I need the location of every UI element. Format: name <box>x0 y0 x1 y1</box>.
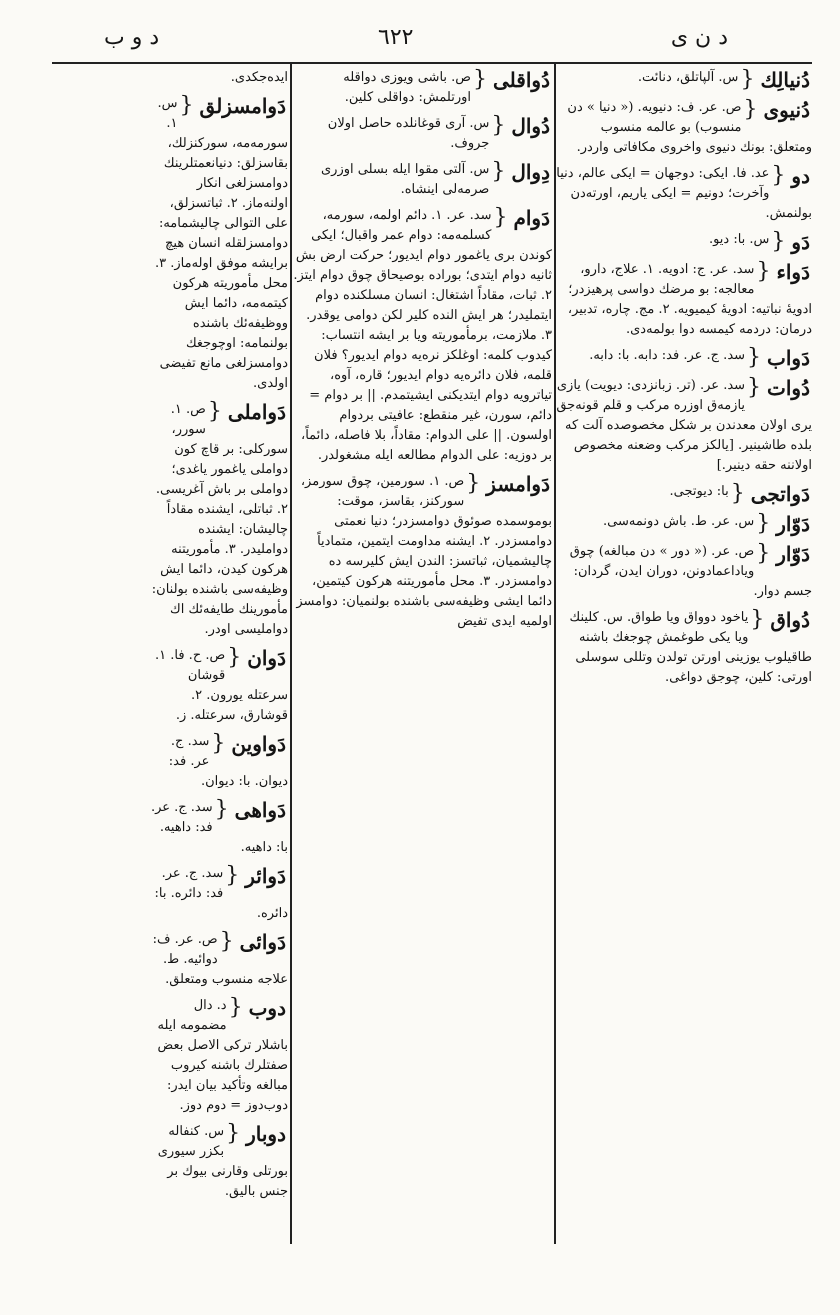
dictionary-entry <box>556 608 812 688</box>
headword: دَوان <box>247 646 286 670</box>
headword: دُنیالِك <box>760 68 810 92</box>
column-middle <box>292 68 552 1244</box>
brace: { <box>730 481 745 506</box>
brace: { <box>466 471 481 496</box>
definition: عد. فا. ایكی: دوجهان = ایكی عالم، دنیا وآخرت؛ دونیم = ایكی یاریم، اورته‌دن بولنمش. <box>556 166 812 221</box>
brace: { <box>228 995 243 1020</box>
definition: س. عر. ط. باش دونمه‌سی. <box>602 514 755 529</box>
headword: دوبار <box>246 1122 286 1146</box>
definition: سد. عر. ١. دائم اولمه، سورمه، كسلمه‌مه: دوام عمر واقبال؛ ایكی كوندن بری یاغمور دوام ایدیور؛ حركت ارض بش ثانیه دوام ایتدی؛ بوراده بوصیحاق چوق دوام ایتز. ٢. ثبات، مقاداً اشتغال: انسان مسلكنده دوام ایتملیدر؛ هر ایش النده كلیر لكن دوامی یوقدر. ٣. ملازمت، برمأموریته ویا بر ایشه انتساب: كیدوب كلمه: اوغلكز نره‌یه دوام ایدیور؟ فلان قلمه، فلان دائره‌یه دوام ایدیور؛ قاره، آوه، تیاترویه دوام ایتدیكنی ایشیتمدم. || بر دوام = دائم، سورن، غیر منقطع: عافیتی بردوام اولسون. || علی الدوام: مقاداً، بلا فاصله، دائماً، بر دوزیه: علی الدوام مطالعه ایله مشغولدر. <box>293 208 552 463</box>
headword: دَواهی <box>234 798 286 822</box>
definition: ص. ١. سورر، سوركلی: بر قاچ كون دواملی یاغمور یاغدی؛ دواملی بر باش آغریسی. ٢. ثباتلی، ایشنده مقاداً چالیشان: ایشنده دواملیدر. ٣. مأموریتنه هركون كیدن، دائما ایش وظیفه‌سی باشنده بولنان: مأمورینك طایفه‌ئك اك دواملیسی اودر. <box>151 402 288 637</box>
dictionary-entry <box>292 472 552 632</box>
definition: ص. عر. ف: دوائیه. ط. علاجه منسوب ومتعلق. <box>152 932 288 987</box>
definition: ص. عر. ف: دنیویه. (« دنیا » دن منسوب) بو عالمه منسوب ومتعلق: بونك دنیوی واخروی مكافاتی واردر. <box>567 100 812 155</box>
headword: دَوائر <box>245 864 286 888</box>
dictionary-entry <box>292 68 552 108</box>
dictionary-entry <box>292 160 552 200</box>
dictionary-entry <box>148 400 288 640</box>
headword: دَوائی <box>239 930 286 954</box>
brace: { <box>743 97 758 122</box>
brace: { <box>227 645 242 670</box>
dictionary-entry <box>556 346 812 370</box>
dictionary-entry <box>292 206 552 466</box>
headword: دُوات <box>767 376 810 400</box>
definition: س. آری قوغانلده حاصل اولان جروف. <box>327 116 490 151</box>
definition: سد. ج. عر. فد: داهیه. با: داهیه. <box>150 800 288 855</box>
dictionary-entry-continuation <box>148 68 288 88</box>
brace: { <box>211 731 226 756</box>
dictionary-entry <box>148 94 288 394</box>
definition: س. آلتی مقوا ایله بسلی اوزری صرمه‌لی اینشاه. <box>321 162 490 197</box>
definition: ص. ١. سورمین، چوق سورمز، سوركنز، بقاسز، موقت: بوموسمده صوئوق دوامسزدر؛ دنیا نعمتی دوامسزدر. ٢. ایشنه مداومت ایتمین، متمادیاً چالیشمیان، ثباتسز: الندن ایش كلیرسه ده دوامسزدر. ٣. محل مأموریتنه هركون كیتمین، دائما ایشی وظیفه‌سی باشنده بولنمیان: دوامسز اولمیه ایدی تفیض <box>296 474 552 629</box>
brace: { <box>771 163 786 188</box>
headword: دُوال <box>511 114 550 138</box>
definition: سد. عر. (تر. زبانزدی: دیویت) یازی یازمه‌ق اوزره مركب و قلم قونه‌جق یری اولان معدندن بر شكل مخصوصده آلت كه بلده طاشینیر. [یالكز مركب وضعنه مخصوص اولاننه حقه دینیر.] <box>556 378 812 473</box>
dictionary-entry <box>556 164 812 224</box>
headword: دَوام <box>513 206 550 230</box>
dictionary-entry <box>556 482 812 506</box>
brace: { <box>491 113 506 138</box>
definition: سد. ج. عر. فد: دائره. با: دائره. <box>154 866 288 921</box>
definition: س. آلپاتلق، دنائت. <box>637 70 739 85</box>
definition: د. دال مضمومه ایله باشلار تركی الاصل بعض صفتلرك باشنه كیروب مبالغه وتأكید بیان ایدر: دوب‌دوز = دوم دوز. <box>157 998 288 1113</box>
brace: { <box>740 68 755 92</box>
headword: دُنیوی <box>763 98 810 122</box>
brace: { <box>747 375 762 400</box>
definition: س. كنفاله بكزر سیوری بورتلی وقارنی بیوك بر جنس بالیق. <box>157 1124 288 1199</box>
definition: س. با: دیو. <box>708 232 770 247</box>
headword: دُواقلی <box>493 68 550 92</box>
brace: { <box>225 863 240 888</box>
header-left-guide: د و ب <box>104 25 160 50</box>
headword: دَواتجی <box>750 482 810 506</box>
header-rule <box>52 62 812 64</box>
dictionary-entry <box>556 98 812 158</box>
dictionary-entry <box>556 542 812 602</box>
definition: سد. ج. عر. فد: دابه. با: دابه. <box>589 348 746 363</box>
definition: با: دیوتجی. <box>669 484 729 499</box>
brace: { <box>473 68 488 92</box>
dictionary-entry <box>148 798 288 858</box>
page-header <box>0 18 840 58</box>
headword: دَوامسزلق <box>199 94 286 118</box>
dictionary-entry <box>148 996 288 1116</box>
brace: { <box>756 511 771 536</box>
page-number: ٦٢٢ <box>378 25 414 50</box>
definition: سد. عر. ج: ادویه. ١. علاج، دارو، معالجه: بو مرضك دواسی پرهیزدر؛ ادویهٔ نباتیه: ادویهٔ كیمیویه. ٢. مج. چاره، تدبیر، درمان: دردمه كیمسه دوا بولمه‌دی. <box>567 262 812 337</box>
brace: { <box>226 1121 241 1146</box>
brace: { <box>747 345 762 370</box>
brace: { <box>771 229 786 254</box>
headword: دَواب <box>767 346 810 370</box>
column-left <box>148 68 288 1244</box>
headword: دَواملی <box>227 400 286 424</box>
dictionary-entry <box>556 68 812 92</box>
headword: دُواق <box>770 608 810 632</box>
dictionary-entry <box>556 230 812 254</box>
definition: سد. ج. عر. فد: دیوان. با: دیوان. <box>168 734 288 789</box>
headword: دَواوین <box>231 732 286 756</box>
brace: { <box>491 159 506 184</box>
dictionary-entry <box>556 512 812 536</box>
brace: { <box>493 205 508 230</box>
definition: ص. عر. (« دور » دن مبالغه) چوق ویاداعمادونن، دوران ایدن، گردان: جسم دوار. <box>569 544 812 599</box>
dictionary-entry <box>148 930 288 990</box>
brace: { <box>179 93 194 118</box>
definition: ایده‌جكدی. <box>230 70 288 85</box>
definition: ص. باشی ویوزی دواقله اورتلمش: دواقلی كلین. <box>343 70 472 105</box>
headword: دَوّار <box>776 512 810 536</box>
brace: { <box>219 929 234 954</box>
dictionary-entry <box>556 376 812 476</box>
brace: { <box>207 399 222 424</box>
dictionary-entry <box>556 260 812 340</box>
brace: { <box>756 541 771 566</box>
header-right-guide: د ن ی <box>670 25 728 50</box>
headword: دو <box>791 164 810 188</box>
definition: یاخود دوواق ویا طواق. س. كلینك ویا یكی طوغمش چوجغك باشنه طاقیلوب یوزینی اورتن تولدن وتللی سوسلی اورتی: كلین، چوجق دواغی. <box>569 610 812 685</box>
headword: دَوامسز <box>486 472 550 496</box>
definition: س. ١. سورمه‌مه، سوركنزلك، بقاسزلق: دنیانعمتلرینك دوامسزلغی انكار اولنه‌ماز. ٢. ثباتسزلق، علی التوالی چالیشمامه: دوامسزلقله انسان هیچ برایشه موفق اوله‌ماز. ٣. محل مأموریته هركون كیتمه‌مه، دائما ایش ووظیفه‌ئك باشنده بولنمامه: اوچوجغك دوامسزلغی مانع تفیضی اولدی. <box>155 96 288 391</box>
dictionary-entry <box>148 1122 288 1202</box>
dictionary-entry <box>148 732 288 792</box>
headword: دَواء <box>776 260 810 284</box>
dictionary-entry <box>148 646 288 726</box>
dictionary-entry <box>148 864 288 924</box>
headword: دِوال <box>511 160 550 184</box>
headword: دَو <box>791 230 810 254</box>
definition: ص. ح. فا. ١. قوشان سرعتله یورون. ٢. قوشارق، سرعتله. ز. <box>154 648 288 723</box>
dictionary-entry <box>292 114 552 154</box>
brace: { <box>756 259 771 284</box>
headword: دَوّار <box>776 542 810 566</box>
brace: { <box>214 797 229 822</box>
headword: دوب <box>248 996 286 1020</box>
brace: { <box>750 607 765 632</box>
column-right <box>556 68 812 1244</box>
